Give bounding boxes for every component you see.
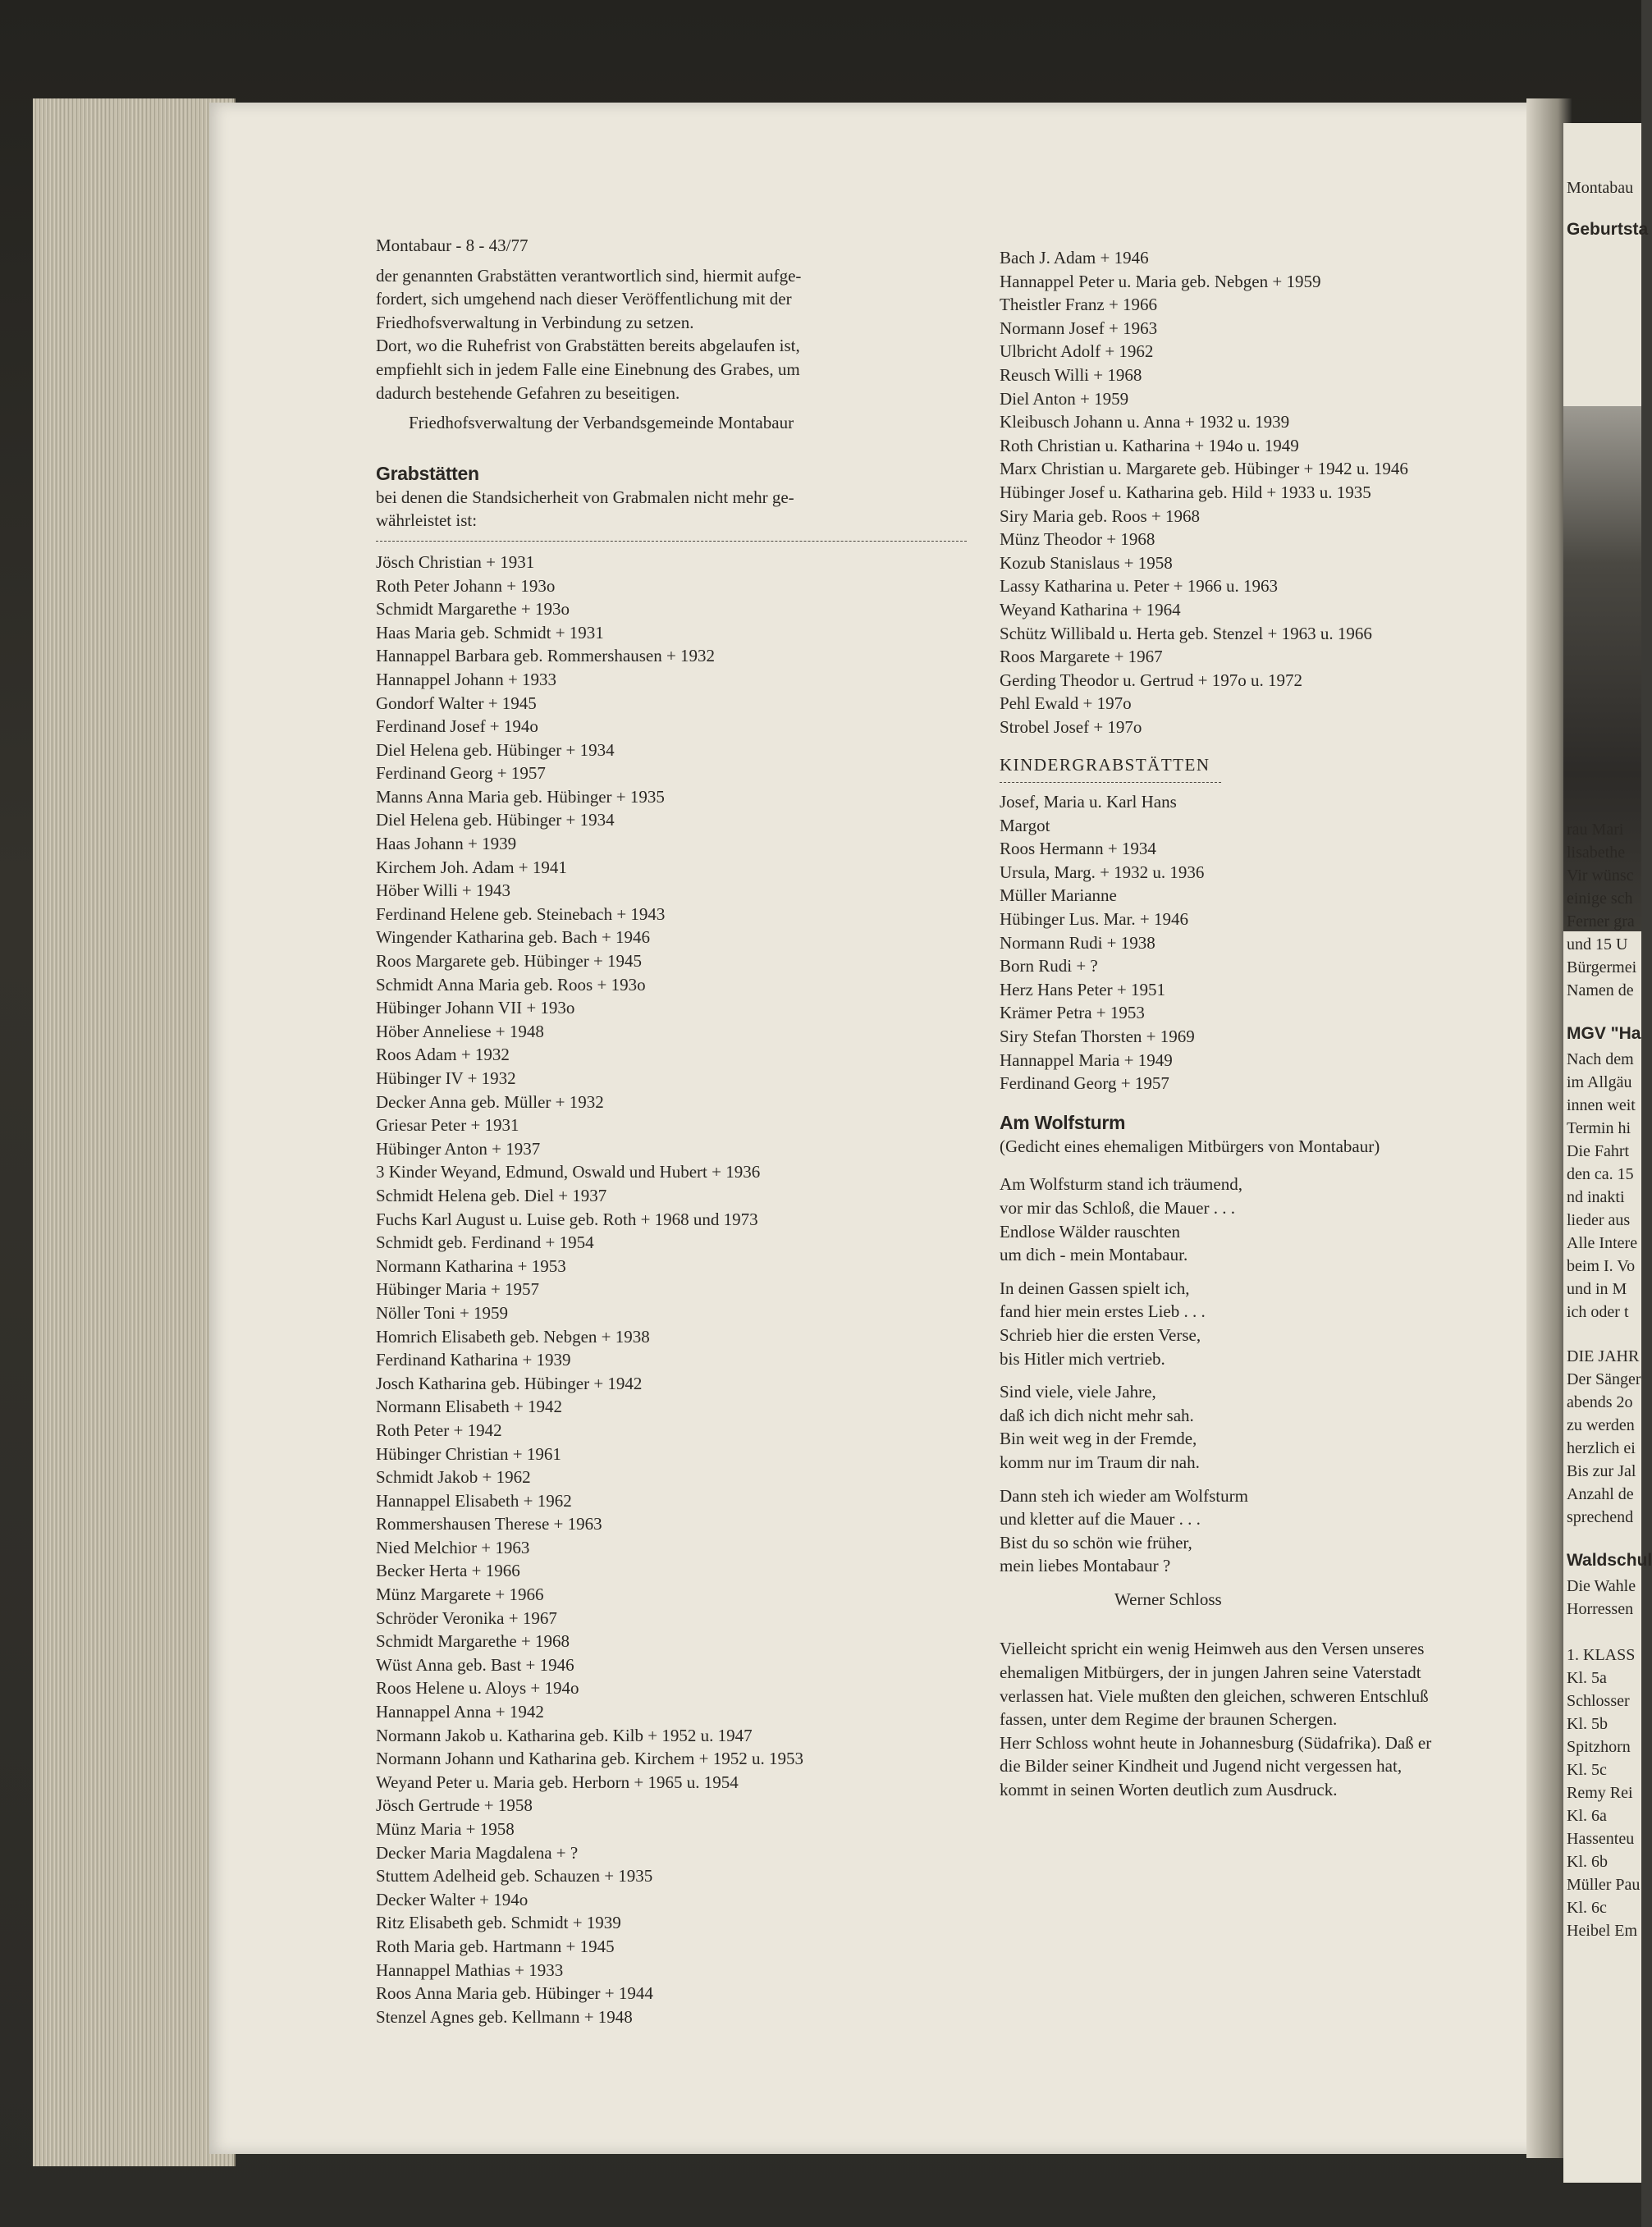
facing-page-text-fragment: Bis zur Jal — [1567, 1462, 1636, 1480]
facing-page-text-fragment: Kl. 5a — [1567, 1669, 1607, 1687]
children-grave-entry: Hannappel Maria + 1949 — [1000, 1049, 1173, 1070]
facing-page-text-fragment: Heibel Em — [1567, 1922, 1638, 1940]
poem-stanza — [1000, 1380, 1541, 1474]
grave-entry: Stuttem Adelheid geb. Schauzen + 1935 — [376, 1866, 653, 1886]
facing-page-text-fragment: Schlosser — [1567, 1692, 1630, 1710]
grave-entry: Gerding Theodor u. Gertrud + 197o u. 1972 — [1000, 670, 1302, 690]
grave-entry: Hübinger Johann VII + 193o — [376, 998, 575, 1018]
intro-line: dadurch bestehende Gefahren zu beseitigen. — [376, 382, 680, 403]
grave-entry: Normann Johann und Katharina geb. Kirchem + 1952 u. 1953 — [376, 1749, 803, 1769]
facing-page-text-fragment: sprechend — [1567, 1508, 1634, 1526]
grave-list — [376, 551, 967, 2028]
facing-page-text-fragment: Müller Pau — [1567, 1876, 1641, 1894]
grave-entry: Theistler Franz + 1966 — [1000, 295, 1158, 315]
grave-entry: Jösch Christian + 1931 — [376, 551, 535, 572]
facing-page-text-fragment: zu werden — [1567, 1416, 1635, 1434]
grave-entry: Nöller Toni + 1959 — [376, 1302, 509, 1323]
grave-entry: Decker Walter + 194o — [376, 1889, 529, 1909]
grave-entry: Hannappel Elisabeth + 1962 — [376, 1490, 572, 1511]
grave-entry: Hannappel Anna + 1942 — [376, 1702, 544, 1722]
intro-paragraph — [376, 264, 967, 405]
facing-page-text-fragment: Vir wünsc — [1567, 867, 1634, 885]
book-page-edges — [33, 98, 236, 2166]
intro-line: empfiehlt sich in jedem Falle eine Einebnung des Grabes, um — [376, 359, 800, 379]
facing-page-text-fragment: Anzahl de — [1567, 1485, 1634, 1503]
poem-title: Am Wolfsturm — [1000, 1111, 1126, 1133]
facing-page-fragment — [1563, 123, 1652, 2183]
intro-line: Friedhofsverwaltung in Verbindung zu setzen. — [376, 312, 694, 332]
grave-entry: Ulbricht Adolf + 1962 — [1000, 341, 1154, 362]
children-grave-entry: Margot — [1000, 815, 1050, 835]
grave-entry: Hübinger Anton + 1937 — [376, 1138, 541, 1159]
closing-line: fassen, unter dem Regime der braunen Schergen. — [1000, 1709, 1338, 1730]
poem-stanza — [1000, 1173, 1541, 1266]
poem-line: daß ich dich nicht mehr sah. — [1000, 1405, 1194, 1425]
facing-page-text-fragment: und 15 U — [1567, 935, 1628, 953]
grave-entry: Münz Theodor + 1968 — [1000, 529, 1155, 550]
facing-page-text-fragment: Remy Rei — [1567, 1784, 1633, 1802]
facing-page-text-fragment: abends 2o — [1567, 1393, 1633, 1411]
facing-page-text-fragment: im Allgäu — [1567, 1073, 1632, 1091]
intro-line: fordert, sich umgehend nach dieser Veröffentlichung mit der — [376, 289, 792, 309]
grave-entry: Normann Jakob u. Katharina geb. Kilb + 1952 u. 1947 — [376, 1725, 753, 1745]
grave-entry: Roth Maria geb. Hartmann + 1945 — [376, 1936, 615, 1956]
grave-entry: Ferdinand Josef + 194o — [376, 716, 538, 737]
left-column — [376, 234, 967, 2028]
grave-entry: Weyand Katharina + 1964 — [1000, 599, 1181, 620]
grave-entry: Ritz Elisabeth geb. Schmidt + 1939 — [376, 1913, 621, 1933]
facing-page-text-fragment: Horressen — [1567, 1600, 1634, 1618]
grave-entry: Ferdinand Georg + 1957 — [376, 763, 546, 784]
facing-page-text-fragment: innen weit — [1567, 1096, 1636, 1114]
page-header: Montabaur - 8 - 43/77 — [376, 236, 529, 255]
grave-entry: Diel Helena geb. Hübinger + 1934 — [376, 810, 615, 830]
facing-page-text-fragment: Geburtsta — [1567, 220, 1649, 239]
facing-page-text-fragment: Ferner gra — [1567, 912, 1635, 931]
children-grave-entry: Ursula, Marg. + 1932 u. 1936 — [1000, 862, 1205, 882]
grave-entry: Münz Maria + 1958 — [376, 1819, 515, 1839]
facing-page-text-fragment: Spitzhorn — [1567, 1738, 1631, 1756]
closing-line: ehemaligen Mitbürgers, der in jungen Jahren seine Vaterstadt — [1000, 1662, 1421, 1683]
grave-entry: Roth Peter + 1942 — [376, 1420, 502, 1440]
facing-page-text-fragment: rau Mari — [1567, 821, 1624, 839]
grave-entry: Hübinger IV + 1932 — [376, 1068, 516, 1088]
poem-line: mein liebes Montabaur ? — [1000, 1556, 1171, 1576]
intro-line: Dort, wo die Ruhefrist von Grabstätten bereits abgelaufen ist, — [376, 336, 800, 356]
grave-entry: Reusch Willi + 1968 — [1000, 364, 1142, 385]
facing-page-text-fragment: Waldschul — [1567, 1551, 1652, 1570]
grave-entry: Bach J. Adam + 1946 — [1000, 248, 1149, 268]
grave-entry: Jösch Gertrude + 1958 — [376, 1795, 533, 1816]
grave-entry: Kleibusch Johann u. Anna + 1932 u. 1939 — [1000, 412, 1290, 432]
grave-entry: Ferdinand Katharina + 1939 — [376, 1350, 571, 1370]
grave-entry: Roos Margarete geb. Hübinger + 1945 — [376, 951, 643, 972]
facing-page-text-fragment: Kl. 6a — [1567, 1807, 1607, 1825]
grave-entry: Hannappel Johann + 1933 — [376, 669, 557, 689]
facing-page-text-fragment: 1. KLASS — [1567, 1646, 1636, 1664]
closing-line: verlassen hat. Viele mußten den gleichen, schweren Entschluß — [1000, 1685, 1429, 1706]
grave-entry: Schmidt geb. Ferdinand + 1954 — [376, 1232, 594, 1253]
grave-entry: Diel Helena geb. Hübinger + 1934 — [376, 739, 615, 760]
right-column — [1000, 246, 1541, 1802]
closing-line: die Bilder seiner Kindheit und Jugend nicht vergessen hat, — [1000, 1756, 1403, 1777]
poem-line: Sind viele, viele Jahre, — [1000, 1382, 1156, 1402]
closing-paragraph — [1000, 1637, 1541, 1801]
facing-page-text-fragment: DIE JAHR — [1567, 1347, 1640, 1365]
dashed-rule-short — [1000, 782, 1221, 784]
grave-entry: Lassy Katharina u. Peter + 1966 u. 1963 — [1000, 576, 1279, 597]
grave-entry: Kirchem Joh. Adam + 1941 — [376, 857, 567, 877]
admin-signature: Friedhofsverwaltung der Verbandsgemeinde Montabaur — [409, 413, 794, 433]
grave-entry: Normann Elisabeth + 1942 — [376, 1397, 563, 1417]
grave-entry: Weyand Peter u. Maria geb. Herborn + 1965 u. 1954 — [376, 1772, 739, 1792]
facing-page-text-fragment: Kl. 6c — [1567, 1899, 1607, 1917]
grave-entry: Roos Anna Maria geb. Hübinger + 1944 — [376, 1983, 653, 2004]
children-grave-entry: Normann Rudi + 1938 — [1000, 932, 1155, 953]
poem-line: In deinen Gassen spielt ich, — [1000, 1278, 1190, 1298]
poem-stanza — [1000, 1277, 1541, 1370]
facing-page-text-fragment: MGV "Ha — [1567, 1024, 1641, 1043]
grave-list-continued — [1000, 246, 1541, 739]
grave-entry: Josch Katharina geb. Hübinger + 1942 — [376, 1373, 643, 1393]
grave-entry: Ferdinand Helene geb. Steinebach + 1943 — [376, 903, 666, 924]
poem-line: vor mir das Schloß, die Mauer . . . — [1000, 1197, 1235, 1218]
grave-entry: Manns Anna Maria geb. Hübinger + 1935 — [376, 786, 665, 807]
children-grave-entry: Hübinger Lus. Mar. + 1946 — [1000, 909, 1188, 930]
poem-author: Werner Schloss — [1114, 1589, 1222, 1609]
poem-line: komm nur im Traum dir nah. — [1000, 1452, 1200, 1472]
facing-page-text-fragment: Nach dem — [1567, 1050, 1634, 1068]
grave-entry: Marx Christian u. Margarete geb. Hübinger + 1942 u. 1946 — [1000, 459, 1408, 479]
closing-line: kommt in seinen Worten deutlich zum Ausdruck. — [1000, 1780, 1338, 1800]
poem-line: um dich - mein Montabaur. — [1000, 1245, 1188, 1265]
facing-page-text-fragment: lieder aus — [1567, 1211, 1631, 1229]
grave-entry: Haas Maria geb. Schmidt + 1931 — [376, 622, 604, 642]
grave-entry: Hannappel Peter u. Maria geb. Nebgen + 1959 — [1000, 271, 1321, 291]
grave-entry: Pehl Ewald + 197o — [1000, 693, 1132, 714]
poem-line: Bin weit weg in der Fremde, — [1000, 1429, 1197, 1449]
grave-entry: Decker Anna geb. Müller + 1932 — [376, 1091, 604, 1112]
children-grave-entry: Born Rudi + ? — [1000, 956, 1098, 976]
facing-page-text-fragment: Namen de — [1567, 981, 1634, 999]
poem-body — [1000, 1173, 1541, 1578]
facing-page-text-fragment: Bürgermei — [1567, 958, 1637, 976]
grave-entry: Wingender Katharina geb. Bach + 1946 — [376, 927, 651, 948]
poem-line: fand hier mein erstes Lieb . . . — [1000, 1301, 1206, 1322]
children-grave-entry: Ferdinand Georg + 1957 — [1000, 1073, 1169, 1094]
grave-entry: Diel Anton + 1959 — [1000, 388, 1129, 409]
children-grave-list — [1000, 790, 1541, 1095]
facing-page-text-fragment: einige sch — [1567, 889, 1633, 908]
children-grave-entry: Josef, Maria u. Karl Hans — [1000, 792, 1177, 812]
closing-line: Vielleicht spricht ein wenig Heimweh aus den Versen unseres — [1000, 1639, 1425, 1659]
children-grave-entry: Herz Hans Peter + 1951 — [1000, 979, 1165, 999]
grave-entry: Rommershausen Therese + 1963 — [376, 1514, 602, 1534]
grave-entry: Roos Adam + 1932 — [376, 1045, 510, 1065]
intro-line: der genannten Grabstätten verantwortlich sind, hiermit aufge- — [376, 265, 802, 286]
facing-page-text-fragment: Alle Intere — [1567, 1234, 1638, 1252]
grave-entry: Schmidt Helena geb. Diel + 1937 — [376, 1185, 607, 1205]
facing-page-text-fragment: lisabethe — [1567, 844, 1626, 862]
grave-entry: Münz Margarete + 1966 — [376, 1585, 544, 1605]
poem-line: Dann steh ich wieder am Wolfsturm — [1000, 1485, 1248, 1506]
grave-entry: Haas Johann + 1939 — [376, 834, 517, 854]
grave-entry: Strobel Josef + 197o — [1000, 716, 1142, 737]
grave-entry: Kozub Stanislaus + 1958 — [1000, 552, 1173, 573]
subtitle-line: bei denen die Standsicherheit von Grabmalen nicht mehr ge- — [376, 487, 794, 507]
poem-line: Endlose Wälder rauschten — [1000, 1221, 1181, 1242]
grave-entry: Hübinger Christian + 1961 — [376, 1443, 561, 1464]
facing-page-text-fragment: Kl. 5b — [1567, 1715, 1608, 1733]
children-grave-entry: Roos Hermann + 1934 — [1000, 839, 1156, 859]
grave-entry: Griesar Peter + 1931 — [376, 1115, 519, 1136]
grave-entry: Höber Willi + 1943 — [376, 880, 511, 901]
grave-entry: Schröder Veronika + 1967 — [376, 1607, 557, 1628]
grave-entry: Roth Christian u. Katharina + 194o u. 1949 — [1000, 435, 1299, 455]
facing-page-text-fragment: Montabau — [1567, 179, 1634, 197]
facing-page-text-fragment: beim I. Vo — [1567, 1257, 1636, 1275]
facing-page-text-fragment: und in M — [1567, 1280, 1627, 1298]
facing-page-text-fragment: Die Fahrt — [1567, 1142, 1630, 1160]
grave-entry: Schütz Willibald u. Herta geb. Stenzel + 1963 u. 1966 — [1000, 623, 1372, 643]
facing-page-text-fragment: den ca. 15 — [1567, 1165, 1634, 1183]
grave-entry: 3 Kinder Weyand, Edmund, Oswald und Hubert + 1936 — [376, 1162, 761, 1182]
section-title-grabstaetten: Grabstätten — [376, 462, 479, 484]
grave-entry: Höber Anneliese + 1948 — [376, 1021, 544, 1041]
grave-entry: Roth Peter Johann + 193o — [376, 575, 556, 596]
subtitle-line: währleistet ist: — [376, 510, 478, 531]
poem-line: Bist du so schön wie früher, — [1000, 1532, 1192, 1552]
poem-line: Am Wolfsturm stand ich träumend, — [1000, 1174, 1242, 1195]
grave-entry: Nied Melchior + 1963 — [376, 1537, 530, 1557]
facing-page-text-fragment: Hassenteu — [1567, 1830, 1635, 1848]
grave-entry: Hannappel Barbara geb. Rommershausen + 1932 — [376, 646, 716, 666]
grave-entry: Schmidt Margarethe + 193o — [376, 599, 570, 620]
grave-entry: Schmidt Anna Maria geb. Roos + 193o — [376, 974, 646, 995]
grave-entry: Roos Helene u. Aloys + 194o — [376, 1678, 579, 1699]
grave-entry: Gondorf Walter + 1945 — [376, 693, 537, 713]
grave-entry: Hübinger Maria + 1957 — [376, 1279, 540, 1300]
grave-entry: Becker Herta + 1966 — [376, 1561, 520, 1581]
grave-entry: Decker Maria Magdalena + ? — [376, 1842, 579, 1863]
facing-page-text-fragment: Kl. 6b — [1567, 1853, 1608, 1871]
facing-page-text-fragment: Kl. 5c — [1567, 1761, 1607, 1779]
grave-entry: Stenzel Agnes geb. Kellmann + 1948 — [376, 2006, 633, 2027]
grave-entry: Homrich Elisabeth geb. Nebgen + 1938 — [376, 1326, 650, 1347]
facing-page-text-fragment: Der Sänger — [1567, 1370, 1641, 1388]
poem-stanza — [1000, 1484, 1541, 1578]
facing-page-text-fragment: nd inakti — [1567, 1188, 1625, 1206]
children-grave-entry: Müller Marianne — [1000, 885, 1117, 906]
children-grave-entry: Krämer Petra + 1953 — [1000, 1003, 1145, 1023]
facing-page-text-fragment: Die Wahle — [1567, 1577, 1636, 1595]
facing-page-text-fragment: herzlich ei — [1567, 1439, 1636, 1457]
poem-subtitle: (Gedicht eines ehemaligen Mitbürgers von Montabaur) — [1000, 1136, 1380, 1156]
grave-entry: Fuchs Karl August u. Luise geb. Roth + 1968 und 1973 — [376, 1209, 758, 1229]
section-subtitle — [376, 486, 967, 533]
poem-line: bis Hitler mich vertrieb. — [1000, 1348, 1165, 1369]
poem-line: und kletter auf die Mauer . . . — [1000, 1509, 1201, 1530]
grave-entry: Schmidt Jakob + 1962 — [376, 1467, 531, 1488]
grave-entry: Roos Margarete + 1967 — [1000, 647, 1163, 667]
grave-entry: Hübinger Josef u. Katharina geb. Hild + 1933 u. 1935 — [1000, 482, 1371, 502]
closing-line: Herr Schloss wohnt heute in Johannesburg (Südafrika). Daß er — [1000, 1732, 1432, 1753]
children-grave-entry: Siry Stefan Thorsten + 1969 — [1000, 1027, 1195, 1046]
facing-page-text-fragment: ich oder t — [1567, 1303, 1629, 1321]
grave-entry: Siry Maria geb. Roos + 1968 — [1000, 505, 1200, 526]
grave-entry: Hannappel Mathias + 1933 — [376, 1959, 564, 1980]
dashed-rule — [376, 541, 967, 542]
poem-line: Schrieb hier die ersten Verse, — [1000, 1324, 1201, 1345]
grave-entry: Schmidt Margarethe + 1968 — [376, 1631, 570, 1652]
section-title-kindergrabstaetten: KINDERGRABSTÄTTEN — [1000, 755, 1210, 775]
grave-entry: Normann Josef + 1963 — [1000, 318, 1158, 338]
facing-page-text-fragment: Termin hi — [1567, 1119, 1631, 1137]
grave-entry: Wüst Anna geb. Bast + 1946 — [376, 1654, 574, 1675]
grave-entry: Normann Katharina + 1953 — [376, 1255, 566, 1276]
